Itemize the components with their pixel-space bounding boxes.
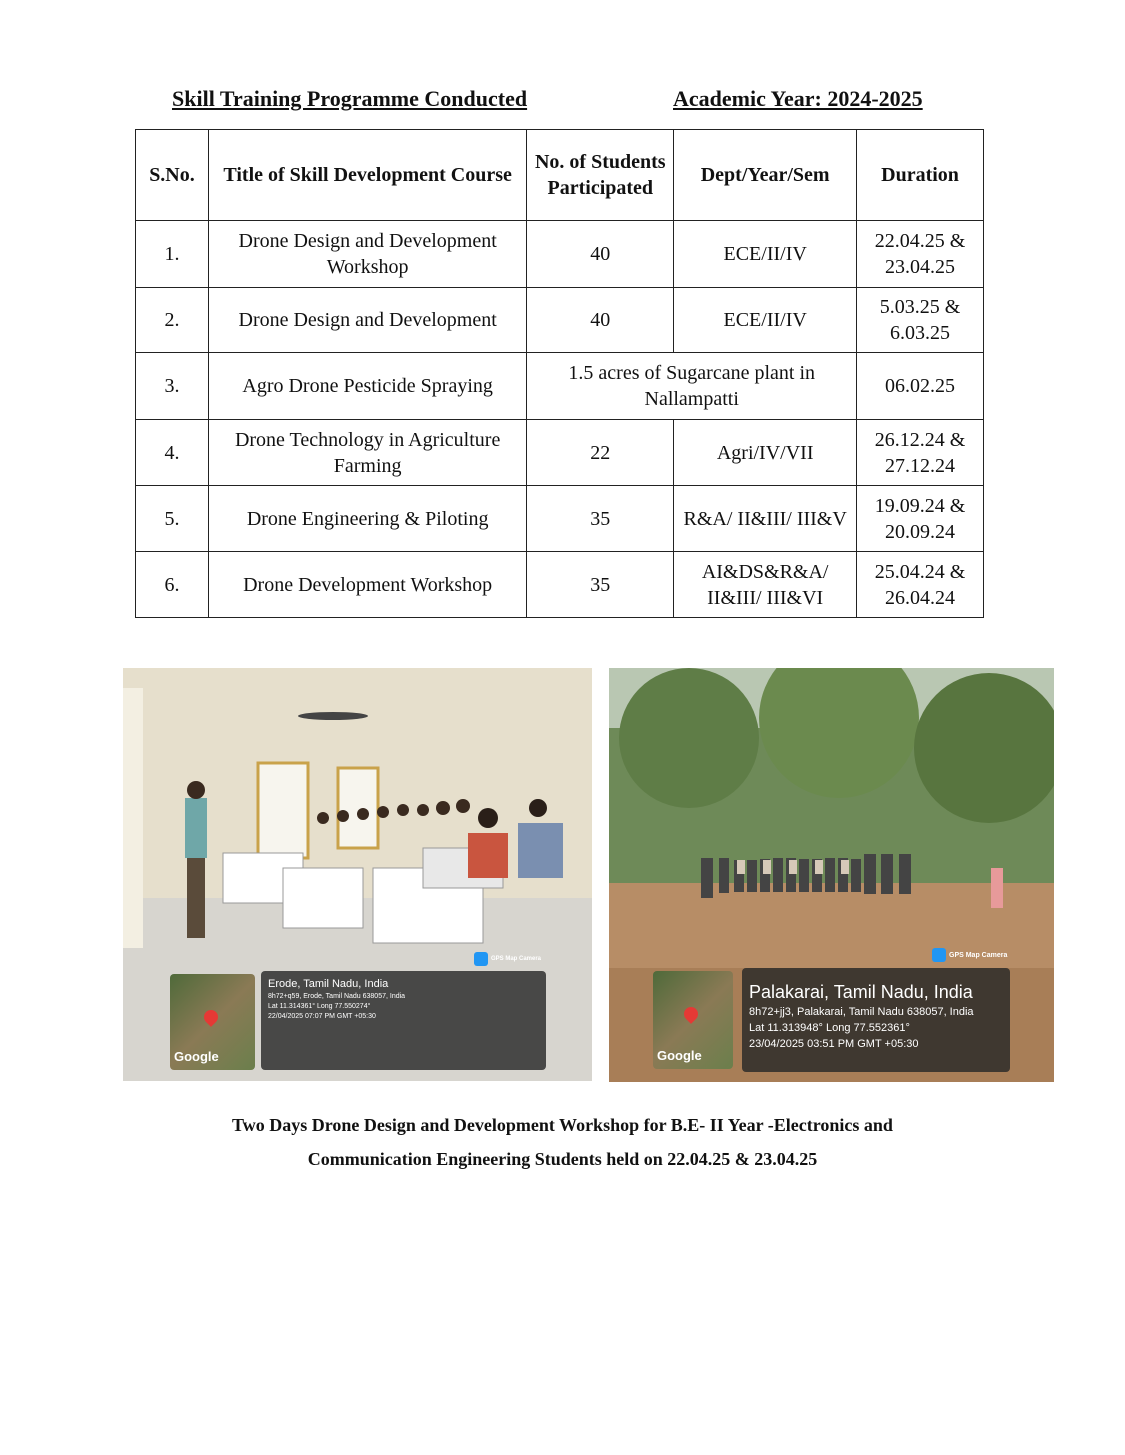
classroom-photo: [123, 668, 592, 1081]
cell-sno: 3.: [136, 353, 209, 420]
table-row: [136, 486, 984, 552]
header-students: No. of Students Participated: [527, 130, 674, 221]
camera-app-icon: [932, 948, 946, 962]
cell-duration: 5.03.25 & 6.03.25: [857, 288, 984, 353]
cell-students: 22: [527, 420, 674, 486]
gps-address: 8h72+q59, Erode, Tamil Nadu 638057, India: [268, 993, 406, 1000]
skill-training-table: [135, 129, 984, 618]
gps-badge-label: GPS Map Camera: [491, 956, 542, 962]
cell-dept: ECE/II/IV: [674, 288, 857, 353]
gps-latlong: Lat 11.313948° Long 77.552361°: [749, 1022, 910, 1034]
cell-sno: 6.: [136, 552, 209, 618]
cell-duration: 26.12.24 & 27.12.24: [857, 420, 984, 486]
document-title: Skill Training Programme Conducted: [172, 86, 528, 111]
cell-duration: 19.09.24 & 20.09.24: [857, 486, 984, 552]
table-row: [136, 420, 984, 486]
academic-year: Academic Year: 2024-2025: [673, 86, 923, 111]
photo-caption-line-1: Two Days Drone Design and Development Workshop for B.E- II Year -Electronics and: [232, 1115, 893, 1135]
cell-students: 40: [527, 288, 674, 353]
camera-app-icon: [474, 952, 488, 966]
gps-datetime: 23/04/2025 03:51 PM GMT +05:30: [749, 1038, 919, 1050]
table-header-row: [136, 130, 984, 221]
cell-dept: AI&DS&R&A/ II&III/ III&VI: [674, 552, 857, 618]
table-row: [136, 221, 984, 288]
cell-duration: 25.04.24 & 26.04.24: [857, 552, 984, 618]
cell-duration: 22.04.25 & 23.04.25: [857, 221, 984, 288]
cell-students: 35: [527, 552, 674, 618]
header-sno: S.No.: [136, 130, 209, 221]
gps-camera-badge: [474, 952, 541, 966]
cell-dept: R&A/ II&III/ III&V: [674, 486, 857, 552]
table-row: [136, 552, 984, 618]
header-title: Title of Skill Development Course: [208, 130, 526, 221]
photo-caption-line-2: Communication Engineering Students held on 22.04.25 & 23.04.25: [307, 1149, 818, 1169]
cell-title: Drone Design and Development: [208, 288, 526, 353]
cell-title: Drone Design and Development Workshop: [208, 221, 526, 288]
cell-duration: 06.02.25: [857, 353, 984, 420]
google-logo: Google: [174, 1049, 219, 1064]
cell-sno: 2.: [136, 288, 209, 353]
header-dept: Dept/Year/Sem: [674, 130, 857, 221]
cell-dept: ECE/II/IV: [674, 221, 857, 288]
gps-address: 8h72+jj3, Palakarai, Tamil Nadu 638057, India: [749, 1006, 974, 1018]
cell-title: Drone Engineering & Piloting: [208, 486, 526, 552]
cell-merged-note: 1.5 acres of Sugarcane plant in Nallampatti: [527, 353, 857, 420]
table-row: [136, 353, 984, 420]
gps-place: Palakarai, Tamil Nadu, India: [749, 982, 973, 1002]
cell-dept: Agri/IV/VII: [674, 420, 857, 486]
outdoor-group-photo: [609, 668, 1054, 1082]
gps-place: Erode, Tamil Nadu, India: [268, 978, 389, 990]
table-row: [136, 288, 984, 353]
cell-sno: 1.: [136, 221, 209, 288]
cell-title: Drone Technology in Agriculture Farming: [208, 420, 526, 486]
gps-datetime: 22/04/2025 07:07 PM GMT +05:30: [268, 1013, 376, 1020]
cell-title: Drone Development Workshop: [208, 552, 526, 618]
cell-students: 35: [527, 486, 674, 552]
gps-badge-label: GPS Map Camera: [949, 951, 1008, 959]
cell-title: Agro Drone Pesticide Spraying: [208, 353, 526, 420]
gps-latlong: Lat 11.314361° Long 77.550274°: [268, 1003, 371, 1010]
google-logo: Google: [657, 1048, 702, 1063]
cell-students: 40: [527, 221, 674, 288]
gps-info-box: [261, 971, 546, 1070]
gps-camera-badge: [932, 948, 1007, 962]
header-duration: Duration: [857, 130, 984, 221]
cell-sno: 4.: [136, 420, 209, 486]
cell-sno: 5.: [136, 486, 209, 552]
gps-info-box: [742, 968, 1010, 1072]
